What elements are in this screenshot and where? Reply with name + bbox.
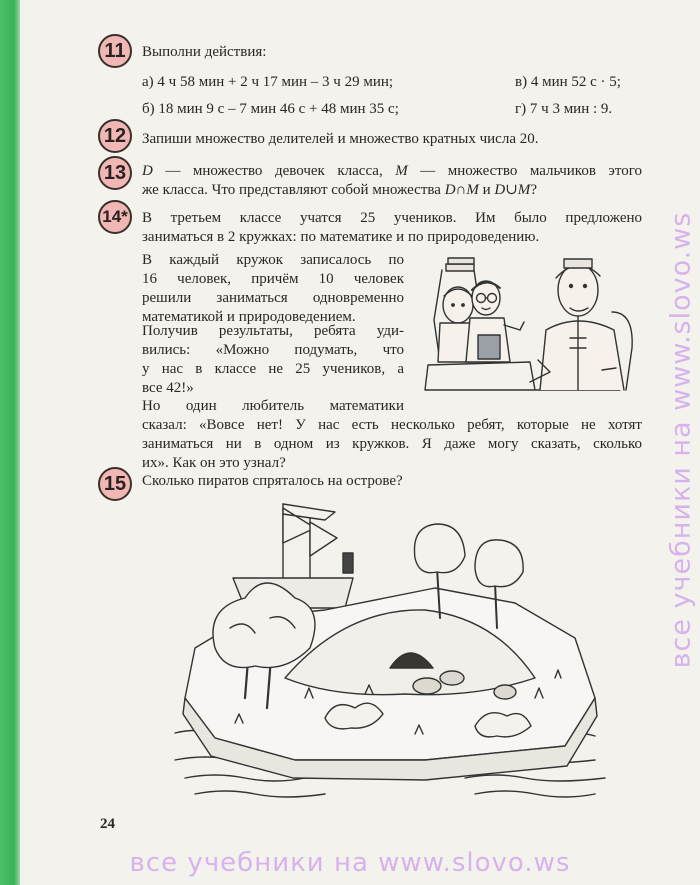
- task-14-line: В третьем классе учатся 25 учеников. Им было предложено: [142, 210, 642, 226]
- task-14-line: 16 человек, причём 10 человек: [142, 271, 404, 287]
- page-number: 24: [100, 816, 115, 832]
- text-fragment: же класса. Что представляют собой множества: [142, 182, 445, 198]
- task-11-item-g: г) 7 ч 3 мин : 9.: [515, 101, 613, 117]
- task-11-item-a: а) 4 ч 58 мин + 2 ч 17 мин – 3 ч 29 мин;: [142, 74, 394, 90]
- task-14-line: В каждый кружок записалось по: [142, 252, 404, 268]
- task-14-line: все 42!»: [142, 380, 194, 396]
- pirate-island-illustration: [175, 498, 615, 800]
- text-fragment: ?: [530, 182, 537, 198]
- watermark-bottom: все учебники на www.slovo.ws: [129, 848, 571, 878]
- task-14-line: у нас в классе не 25 учеников, а: [142, 361, 404, 377]
- task-14-line: заниматься ни в одном из кружков. Я даже могу сказать, сколько: [142, 436, 642, 452]
- task-14-line: решили заниматься одновременно: [142, 290, 404, 306]
- task-13-line-2: [142, 181, 537, 200]
- children-teacher-illustration: [420, 250, 645, 400]
- set-d-letter: D: [142, 163, 153, 179]
- task-number-badge: 15: [98, 467, 132, 501]
- task-11-item-v: в) 4 мин 52 с · 5;: [515, 74, 621, 90]
- task-number-badge: 11: [98, 34, 132, 68]
- task-14-line: заниматься в 2 кружках: по математике и по природоведению.: [142, 229, 540, 245]
- text-fragment: — множество девочек класса,: [152, 163, 396, 179]
- task-15-text: Сколько пиратов спряталось на острове?: [142, 473, 403, 489]
- task-14-line: сказал: «Вовсе нет! У нас есть несколько ребят, которые не хотят: [142, 417, 642, 433]
- task-number-badge: 14*: [98, 200, 132, 234]
- task-11-item-b: б) 18 мин 9 с – 7 мин 46 с + 48 мин 35 с;: [142, 101, 399, 117]
- task-11-text: Выполни действия:: [142, 44, 267, 60]
- task-14-line: математикой и природоведением.: [142, 309, 356, 325]
- task-number-badge: 12: [98, 119, 132, 153]
- text-fragment: — множество мальчиков этого: [407, 163, 642, 179]
- task-14-line: Но один любитель математики: [142, 398, 404, 414]
- set-intersection: D∩M: [444, 182, 479, 198]
- task-13-line-1: [142, 162, 642, 181]
- task-14-line: их». Как он это узнал?: [142, 455, 286, 471]
- task-number-badge: 13: [98, 156, 132, 190]
- task-12-text: Запиши множество делителей и множество кратных числа 20.: [142, 131, 539, 147]
- set-union: D∪M: [494, 182, 531, 198]
- green-margin-strip: [0, 0, 20, 885]
- task-14-line: Получив результаты, ребята уди-: [142, 323, 404, 339]
- watermark-side: все учебники на www.slovo.ws: [665, 211, 697, 669]
- set-m-letter: M: [395, 163, 408, 179]
- text-fragment: и: [478, 182, 495, 198]
- task-14-line: вились: «Можно подумать, что: [142, 342, 404, 358]
